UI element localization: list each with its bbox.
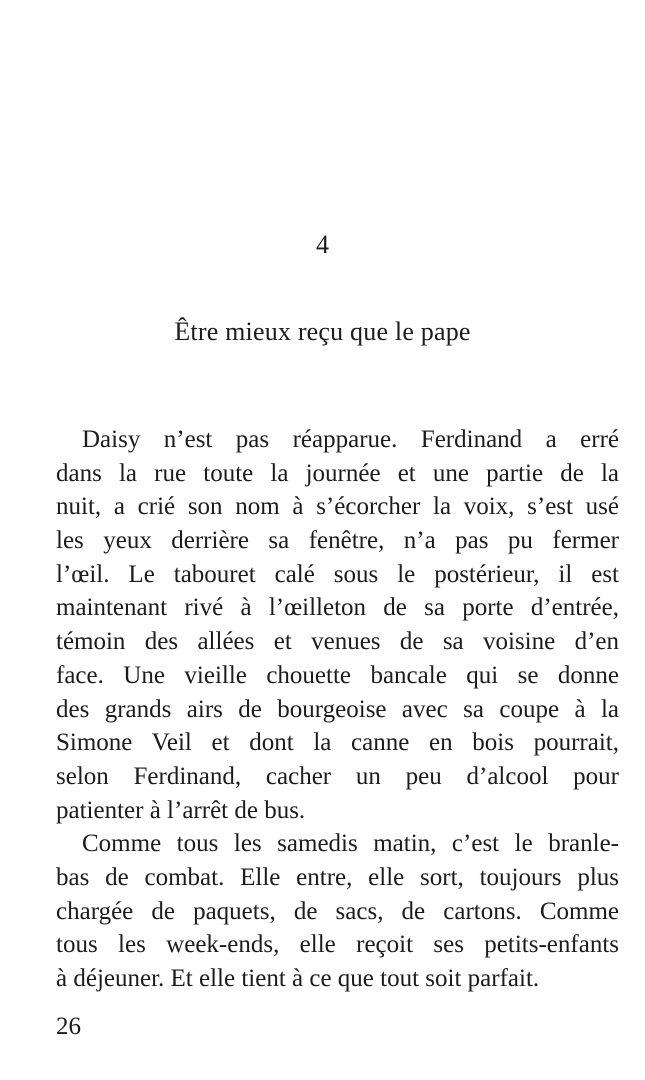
text-line: dans la rue toute la journée et une partie de la xyxy=(56,459,619,487)
paragraph-1 xyxy=(56,423,619,827)
text-line: selon Ferdinand, cacher un peu d’alcool pour xyxy=(56,762,619,790)
text-line: nuit, a crié son nom à s’écorcher la voix, s’est usé xyxy=(56,493,619,521)
text-line: maintenant rivé à l’œilleton de sa porte d’entrée, xyxy=(56,594,619,622)
text-line: tous les week-ends, elle reçoit ses petits-enfants xyxy=(56,931,619,959)
text-line: Simone Veil et dont la canne en bois pourrait, xyxy=(56,729,619,757)
text-line: Daisy n’est pas réapparue. Ferdinand a erré xyxy=(82,426,619,453)
text-line: Comme tous les samedis matin, c’est le branle- xyxy=(82,830,619,858)
text-line: des grands airs de bourgeoise avec sa coupe à la xyxy=(56,695,619,723)
text-line: patienter à l’arrêt de bus. xyxy=(56,796,306,824)
text-line: face. Une vieille chouette bancale qui se donne xyxy=(56,661,619,689)
body-text xyxy=(56,423,619,996)
chapter-number: 4 xyxy=(316,230,329,259)
paragraph-2 xyxy=(56,827,619,995)
chapter-title: Être mieux reçu que le pape xyxy=(174,317,471,346)
text-line: l’œil. Le tabouret calé sous le postérieur, il est xyxy=(56,560,619,588)
text-line: les yeux derrière sa fenêtre, n’a pas pu fermer xyxy=(56,527,619,555)
text-line: bas de combat. Elle entre, elle sort, toujours plus xyxy=(56,863,619,891)
text-line: à déjeuner. Et elle tient à ce que tout soit parfait. xyxy=(56,965,540,992)
page-number: 26 xyxy=(56,1013,81,1040)
text-line: témoin des allées et venues de sa voisine d’en xyxy=(56,628,619,656)
text-line: chargée de paquets, de sacs, de cartons. Comme xyxy=(56,897,619,925)
